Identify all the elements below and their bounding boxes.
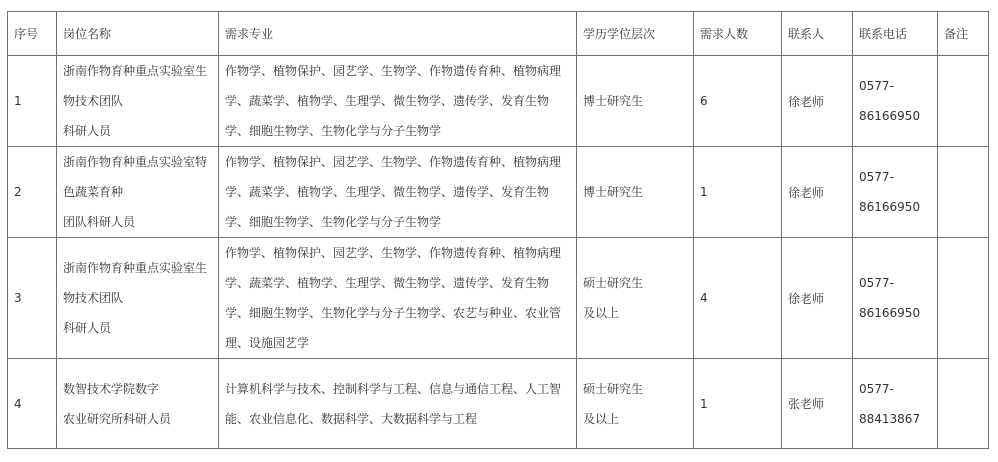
- position-line: 科研人员: [63, 321, 112, 335]
- header-degree: 学历学位层次: [577, 12, 694, 56]
- majors-line: 学、细胞生物学、生物化学与分子生物学: [225, 124, 442, 138]
- cell-phone: [853, 56, 938, 147]
- majors-line: 学、蔬菜学、植物学、生理学、微生物学、遗传学、发育生物: [225, 276, 550, 290]
- position-line: 浙南作物育种重点实验室生: [63, 64, 208, 78]
- cell-count: 4: [694, 238, 782, 359]
- header-position: 岗位名称: [57, 12, 219, 56]
- cell-seq: 2: [8, 147, 57, 238]
- degree-line: 博士研究生: [583, 94, 644, 108]
- recruitment-table-container: [7, 11, 989, 449]
- phone-line: 0577-: [859, 276, 894, 290]
- cell-seq: 4: [8, 359, 57, 449]
- cell-majors: [219, 56, 577, 147]
- table-row: [8, 56, 989, 147]
- table-row: [8, 147, 989, 238]
- cell-note: [938, 359, 989, 449]
- cell-degree: [577, 238, 694, 359]
- header-count: 需求人数: [694, 12, 782, 56]
- phone-line: 86166950: [859, 306, 921, 320]
- cell-phone: [853, 238, 938, 359]
- degree-line: 及以上: [583, 411, 620, 426]
- cell-degree: [577, 147, 694, 238]
- position-line: 浙南作物育种重点实验室生: [63, 261, 208, 275]
- header-contact: 联系人: [782, 12, 853, 56]
- phone-line: 0577-: [859, 170, 894, 184]
- header-seq: 序号: [8, 12, 57, 56]
- cell-phone: [853, 147, 938, 238]
- cell-seq: 1: [8, 56, 57, 147]
- cell-degree: [577, 359, 694, 449]
- position-line: 数智技术学院数字: [63, 381, 160, 396]
- cell-note: [938, 147, 989, 238]
- table-row: [8, 238, 989, 359]
- cell-majors: [219, 359, 577, 449]
- position-line: 浙南作物育种重点实验室特: [63, 155, 208, 169]
- position-line: 物技术团队: [63, 291, 124, 305]
- header-phone: 联系电话: [853, 12, 938, 56]
- header-note: 备注: [938, 12, 989, 56]
- phone-line: 88413867: [859, 411, 921, 426]
- cell-count: 1: [694, 359, 782, 449]
- cell-phone: [853, 359, 938, 449]
- cell-seq: 3: [8, 238, 57, 359]
- majors-line: 学、细胞生物学、生物化学与分子生物学: [225, 215, 442, 229]
- degree-line: 硕士研究生: [583, 276, 644, 290]
- majors-line: 理、设施园艺学: [225, 336, 310, 350]
- position-line: 团队科研人员: [63, 215, 136, 229]
- cell-position: [57, 147, 219, 238]
- cell-position: [57, 359, 219, 449]
- phone-line: 86166950: [859, 200, 921, 214]
- cell-contact: 张老师: [782, 359, 853, 449]
- position-line: 农业研究所科研人员: [63, 411, 172, 426]
- majors-line: 作物学、植物保护、园艺学、生物学、作物遗传育种、植物病理: [225, 246, 562, 260]
- majors-line: 能、农业信息化、数据科学、大数据科学与工程: [225, 411, 478, 426]
- header-row: [8, 12, 989, 56]
- position-line: 物技术团队: [63, 94, 124, 108]
- position-line: 科研人员: [63, 124, 112, 138]
- cell-contact: 徐老师: [782, 56, 853, 147]
- cell-contact: 徐老师: [782, 238, 853, 359]
- cell-majors: [219, 238, 577, 359]
- phone-line: 0577-: [859, 79, 894, 93]
- degree-line: 硕士研究生: [583, 381, 644, 396]
- cell-position: [57, 238, 219, 359]
- cell-contact: 徐老师: [782, 147, 853, 238]
- header-majors: 需求专业: [219, 12, 577, 56]
- majors-line: 学、蔬菜学、植物学、生理学、微生物学、遗传学、发育生物: [225, 185, 550, 199]
- cell-degree: [577, 56, 694, 147]
- phone-line: 86166950: [859, 109, 921, 123]
- cell-position: [57, 56, 219, 147]
- recruitment-table: [7, 11, 989, 449]
- majors-line: 学、蔬菜学、植物学、生理学、微生物学、遗传学、发育生物: [225, 94, 550, 108]
- cell-count: 1: [694, 147, 782, 238]
- cell-count: 6: [694, 56, 782, 147]
- cell-note: [938, 238, 989, 359]
- phone-line: 0577-: [859, 381, 894, 396]
- cell-note: [938, 56, 989, 147]
- degree-line: 及以上: [583, 306, 620, 320]
- position-line: 色蔬菜育种: [63, 185, 124, 199]
- table-row: [8, 359, 989, 449]
- degree-line: 博士研究生: [583, 185, 644, 199]
- majors-line: 学、细胞生物学、生物化学与分子生物学、农艺与种业、农业管: [225, 306, 562, 320]
- majors-line: 作物学、植物保护、园艺学、生物学、作物遗传育种、植物病理: [225, 64, 562, 78]
- majors-line: 作物学、植物保护、园艺学、生物学、作物遗传育种、植物病理: [225, 155, 562, 169]
- cell-majors: [219, 147, 577, 238]
- majors-line: 计算机科学与技术、控制科学与工程、信息与通信工程、人工智: [225, 381, 562, 396]
